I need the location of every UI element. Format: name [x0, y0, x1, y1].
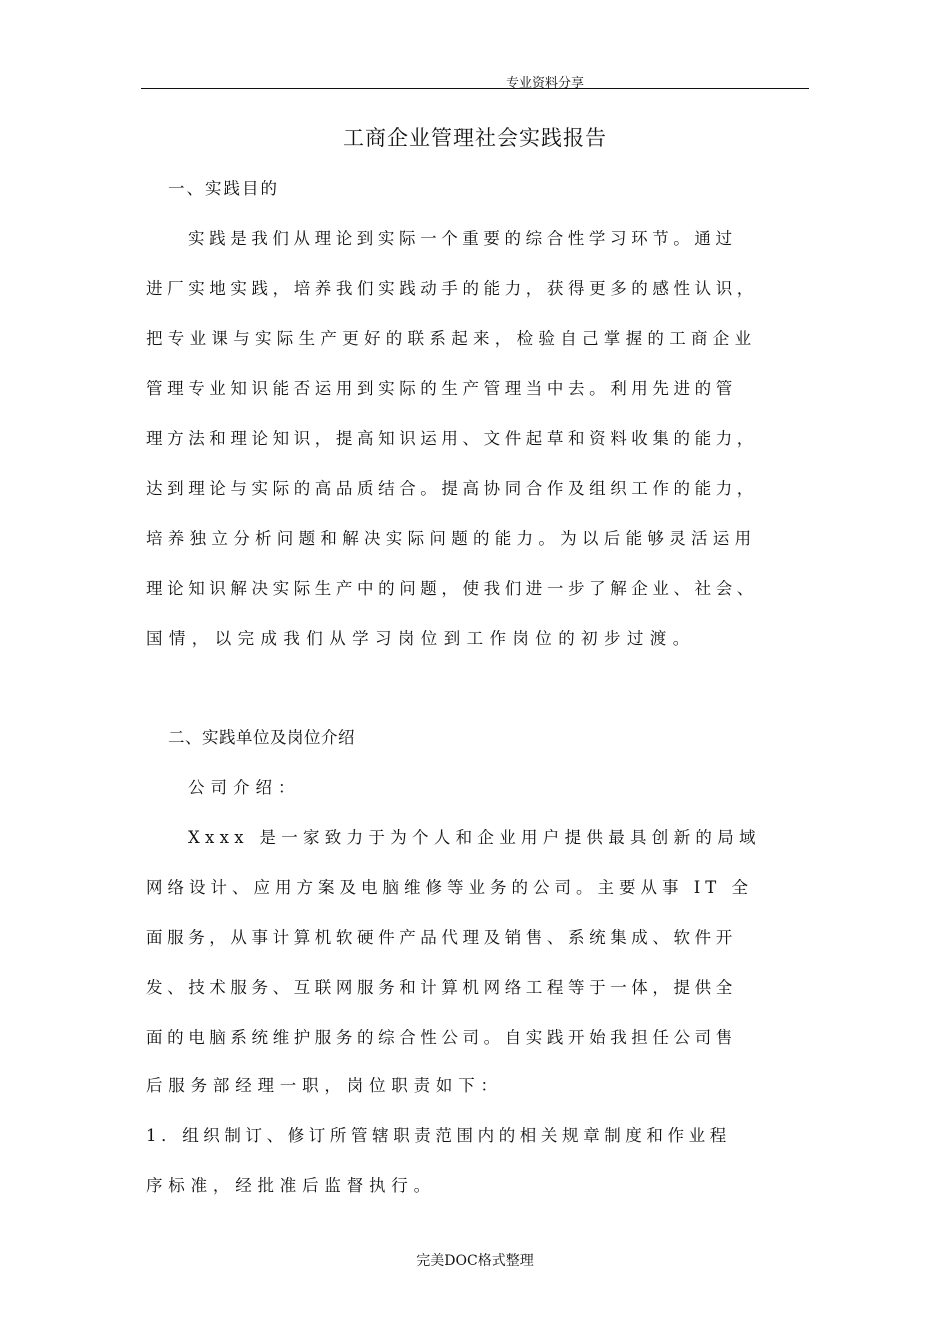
paragraph-line: 管理专业知识能否运用到实际的生产管理当中去。利用先进的管	[146, 379, 737, 398]
paragraph-line: 序标准，经批准后监督执行。	[146, 1176, 436, 1195]
paragraph-line: 理方法和理论知识，提高知识运用、文件起草和资料收集的能力，	[146, 429, 758, 448]
header-rule	[141, 88, 809, 89]
paragraph-line: 面服务，从事计算机软硬件产品代理及销售、系统集成、软件开	[146, 928, 737, 947]
company-intro-label: 公司介绍：	[188, 778, 301, 797]
paragraph-line: 把专业课与实际生产更好的联系起来，检验自己掌握的工商企业	[146, 329, 757, 348]
paragraph-line: 1．组织制订、修订所管辖职责范围内的相关规章制度和作业程	[146, 1126, 731, 1145]
paragraph-line: 后服务部经理一职，岗位职责如下：	[146, 1076, 503, 1095]
page-header: 专业资料分享	[505, 76, 584, 91]
paragraph-line: 培养独立分析问题和解决实际问题的能力。为以后能够灵活运用	[146, 529, 757, 548]
paragraph-line: 国情，以完成我们从学习岗位到工作岗位的初步过渡。	[146, 629, 696, 648]
paragraph-line: 进厂实地实践，培养我们实践动手的能力，获得更多的感性认识，	[146, 279, 758, 298]
section-heading-purpose: 一、实践目的	[168, 179, 279, 198]
paragraph-line: 实践是我们从理论到实际一个重要的综合性学习环节。通过	[188, 229, 737, 248]
paragraph-line: 面的电脑系统维护服务的综合性公司。自实践开始我担任公司售	[146, 1028, 737, 1047]
paragraph-line: 发、技术服务、互联网服务和计算机网络工程等于一体，提供全	[146, 978, 737, 997]
paragraph-line: 达到理论与实际的高品质结合。提高协同合作及组织工作的能力，	[146, 479, 758, 498]
paragraph-line: 理论知识解决实际生产中的问题，使我们进一步了解企业、社会、	[146, 579, 758, 598]
paragraph-line: Xxxx 是一家致力于为个人和企业用户提供最具创新的局域	[188, 828, 761, 847]
paragraph-line: 网络设计、应用方案及电脑维修等业务的公司。主要从事 IT 全	[146, 878, 754, 897]
document-title: 工商企业管理社会实践报告	[343, 126, 607, 150]
page-footer: 完美DOC格式整理	[416, 1253, 534, 1269]
section-heading-company: 二、实践单位及岗位介绍	[168, 728, 355, 747]
